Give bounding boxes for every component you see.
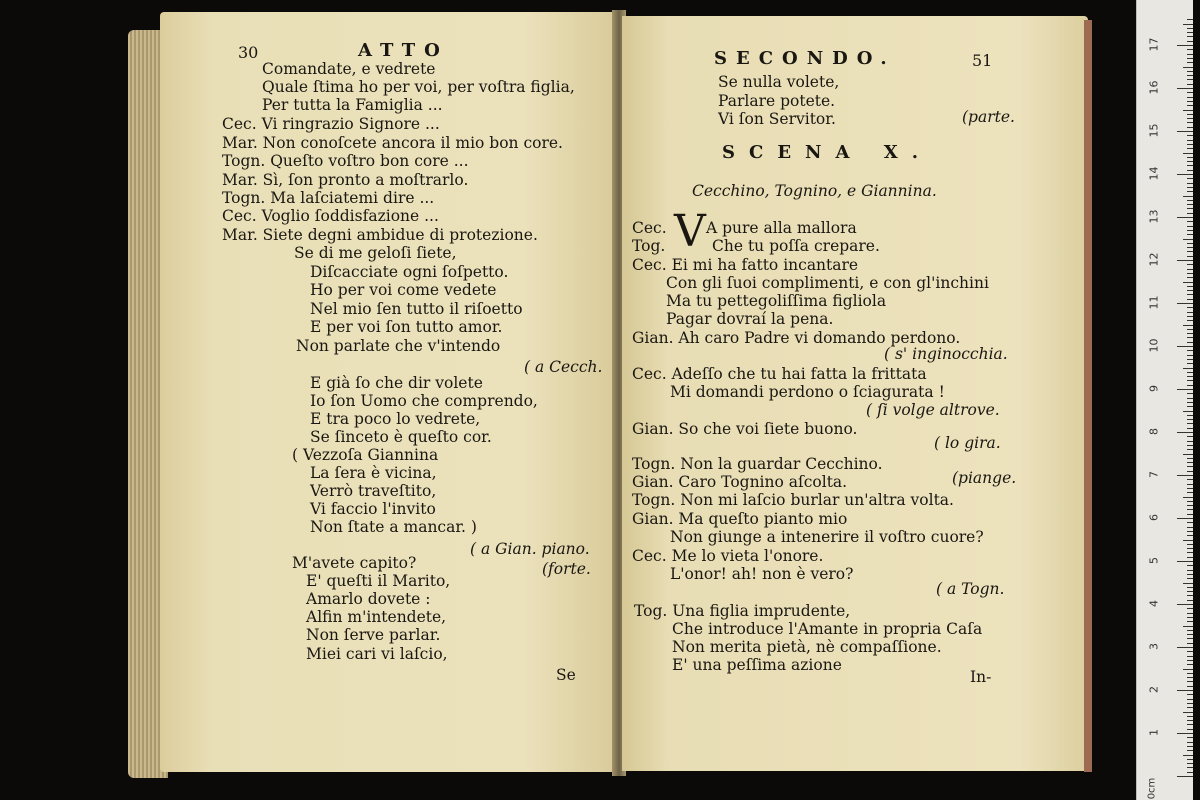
ruler-tick — [1183, 110, 1193, 111]
ruler-tick — [1187, 165, 1193, 166]
text-line: Che tu poſſa crepare. — [712, 237, 880, 255]
ruler-tick — [1187, 544, 1193, 545]
text-line: Cec. Voglio ſoddisfazione ... — [222, 207, 439, 225]
ruler-tick — [1187, 19, 1193, 20]
text-line: Mar. Siete degni ambidue di protezione. — [222, 226, 538, 244]
ruler-tick — [1183, 497, 1193, 498]
ruler-tick — [1187, 140, 1193, 141]
ruler-tick — [1187, 527, 1193, 528]
ruler-tick — [1187, 643, 1193, 644]
ruler-tick — [1187, 402, 1193, 403]
text-line: Vi faccio l'invito — [310, 500, 436, 518]
ruler-tick — [1187, 264, 1193, 265]
ruler-tick — [1187, 552, 1193, 553]
right-page-number: 51 — [972, 51, 993, 70]
ruler-tick — [1187, 591, 1193, 592]
scene-characters: Cecchino, Tognino, e Giannina. — [692, 182, 937, 200]
ruler-tick — [1187, 578, 1193, 579]
ruler-tick — [1187, 686, 1193, 687]
stage-direction: ( s' inginocchia. — [884, 345, 1008, 363]
ruler-mark: 3 — [1147, 643, 1161, 650]
ruler-tick — [1187, 294, 1193, 295]
ruler-tick — [1187, 638, 1193, 639]
ruler-tick — [1187, 471, 1193, 472]
ruler-tick — [1187, 114, 1193, 115]
ruler-tick — [1187, 256, 1193, 257]
text-line: La ſera è vicina, — [310, 464, 437, 482]
text-line: Gian. Caro Tognino aſcolta. — [632, 473, 848, 491]
ruler-tick — [1187, 355, 1193, 356]
text-line: Cec. Vi ringrazio Signore ... — [222, 115, 440, 133]
stage-direction: (forte. — [542, 560, 591, 578]
ruler-tick — [1177, 690, 1193, 691]
ruler-tick — [1187, 763, 1193, 764]
ruler-tick — [1187, 118, 1193, 119]
ruler-tick — [1187, 707, 1193, 708]
text-line: Gian. Ah caro Padre vi domando perdono. — [632, 329, 961, 347]
ruler-tick — [1187, 385, 1193, 386]
ruler-mark: 8 — [1147, 428, 1161, 435]
ruler-tick — [1177, 174, 1193, 175]
ruler-tick — [1187, 449, 1193, 450]
ruler-tick — [1177, 776, 1193, 777]
ruler-tick — [1183, 755, 1193, 756]
ruler-mark: 11 — [1147, 295, 1161, 310]
ruler-tick — [1183, 669, 1193, 670]
ruler-tick — [1187, 243, 1193, 244]
ruler-tick — [1187, 191, 1193, 192]
ruler-tick — [1187, 565, 1193, 566]
ruler-tick — [1177, 475, 1193, 476]
ruler-tick — [1187, 157, 1193, 158]
ruler-tick — [1187, 458, 1193, 459]
stage-direction: ( a Togn. — [936, 580, 1005, 598]
text-line: E tra poco lo vedrete, — [310, 410, 481, 428]
ruler-tick — [1187, 608, 1193, 609]
text-line: Nel mio ſen tutto il riſoetto — [310, 300, 523, 318]
text-line: Con gli ſuoi complimenti, e con gl'inchini — [666, 274, 989, 292]
ruler-tick — [1187, 548, 1193, 549]
ruler-tick — [1187, 144, 1193, 145]
ruler-tick — [1187, 62, 1193, 63]
ruler-tick — [1187, 621, 1193, 622]
text-line: Togn. Non la guardar Cecchino. — [632, 455, 883, 473]
text-line: Non parlate che v'intendo — [296, 337, 501, 355]
ruler-tick — [1187, 183, 1193, 184]
ruler-tick — [1177, 733, 1193, 734]
ruler-mark: 16 — [1147, 80, 1161, 95]
ruler-tick — [1187, 230, 1193, 231]
ruler-tick — [1187, 92, 1193, 93]
ruler-tick — [1177, 389, 1193, 390]
ruler-tick — [1187, 307, 1193, 308]
text-line: M'avete capito? — [292, 554, 417, 572]
ruler-tick — [1187, 488, 1193, 489]
text-line: Tog. Una figlia imprudente, — [634, 602, 851, 620]
text-line: Gian. Ma queſto pianto mio — [632, 510, 848, 528]
text-line: Non giunge a intenerire il voſtro cuore? — [670, 528, 984, 546]
ruler-tick — [1187, 393, 1193, 394]
text-line: Vi ſon Servitor. — [718, 110, 836, 128]
ruler-mark: 4 — [1147, 600, 1161, 607]
ruler-tick — [1187, 484, 1193, 485]
ruler-tick — [1187, 531, 1193, 532]
left-running-header: ATTO — [358, 40, 449, 61]
ruler-tick — [1187, 535, 1193, 536]
ruler-tick — [1187, 290, 1193, 291]
text-line: Cec. Adeſſo che tu hai fatta la frittata — [632, 365, 927, 383]
ruler-tick — [1187, 651, 1193, 652]
ruler-tick — [1187, 234, 1193, 235]
ruler-tick — [1187, 441, 1193, 442]
ruler-tick — [1187, 479, 1193, 480]
ruler-tick — [1187, 630, 1193, 631]
ruler-tick — [1187, 767, 1193, 768]
ruler-tick — [1187, 54, 1193, 55]
text-line: Togn. Queſto voſtro bon core ... — [222, 152, 469, 170]
ruler-tick — [1177, 561, 1193, 562]
ruler-tick — [1187, 509, 1193, 510]
ruler-tick — [1187, 570, 1193, 571]
ruler-tick — [1187, 58, 1193, 59]
stage-direction: ( a Cecch. — [524, 358, 603, 376]
ruler-tick — [1187, 673, 1193, 674]
measurement-ruler — [1136, 0, 1193, 800]
ruler-tick — [1183, 626, 1193, 627]
right-page-edge — [1084, 20, 1092, 772]
text-line: Mi domandi perdono o ſciagurata ! — [670, 383, 945, 401]
text-line: Che introduce l'Amante in propria Caſa — [672, 620, 983, 638]
text-line: Io ſon Uomo che comprendo, — [310, 392, 538, 410]
text-line: Diſcacciate ogni ſoſpetto. — [310, 263, 509, 281]
ruler-tick — [1187, 501, 1193, 502]
text-line: E' una peſſima azione — [672, 656, 842, 674]
text-line: Togn. Non mi laſcio burlar un'altra volta. — [632, 491, 954, 509]
text-line: Cec. Me lo vieta l'onore. — [632, 547, 824, 565]
ruler-tick — [1187, 363, 1193, 364]
ruler-tick — [1187, 32, 1193, 33]
ruler-tick — [1187, 333, 1193, 334]
ruler-tick — [1187, 595, 1193, 596]
ruler-mark: 14 — [1147, 166, 1161, 181]
ruler-tick — [1187, 724, 1193, 725]
text-line: E già ſo che dir volete — [310, 374, 483, 392]
ruler-tick — [1187, 492, 1193, 493]
speaker-label: Cec. — [632, 219, 667, 237]
ruler-tick — [1177, 217, 1193, 218]
ruler-tick — [1187, 75, 1193, 76]
text-line: Quale ſtima ho per voi, per voſtra figlia, — [262, 78, 575, 96]
ruler-tick — [1187, 415, 1193, 416]
ruler-tick — [1187, 406, 1193, 407]
ruler-tick — [1187, 613, 1193, 614]
ruler-mark: 17 — [1147, 37, 1161, 52]
ruler-tick — [1183, 239, 1193, 240]
ruler-tick — [1187, 213, 1193, 214]
right-running-header: SECONDO. — [714, 48, 896, 69]
ruler-tick — [1187, 97, 1193, 98]
text-line: Ho per voi come vedete — [310, 281, 497, 299]
ruler-tick — [1187, 466, 1193, 467]
text-line: ( Vezzoſa Giannina — [292, 446, 439, 464]
text-line: Verrò traveſtito, — [310, 482, 437, 500]
ruler-tick — [1187, 634, 1193, 635]
ruler-tick — [1187, 656, 1193, 657]
ruler-tick — [1187, 380, 1193, 381]
text-line: Gian. So che voi ſiete buono. — [632, 420, 858, 438]
ruler-tick — [1187, 329, 1193, 330]
ruler-tick — [1187, 286, 1193, 287]
ruler-tick — [1187, 337, 1193, 338]
ruler-tick — [1177, 45, 1193, 46]
ruler-tick — [1183, 454, 1193, 455]
text-line: Se nulla volete, — [718, 73, 840, 91]
text-line: Amarlo dovete : — [306, 590, 431, 608]
ruler-tick — [1183, 24, 1193, 25]
ruler-tick — [1183, 368, 1193, 369]
text-line: L'onor! ah! non è vero? — [670, 565, 854, 583]
ruler-tick — [1177, 88, 1193, 89]
ruler-tick — [1187, 273, 1193, 274]
text-line: Comandate, e vedrete — [262, 60, 436, 78]
speaker-label: Tog. — [632, 237, 666, 255]
ruler-tick — [1177, 432, 1193, 433]
ruler-tick — [1187, 772, 1193, 773]
catchword: In- — [970, 668, 992, 686]
ruler-tick — [1187, 759, 1193, 760]
ruler-mark: 5 — [1147, 557, 1161, 564]
ruler-tick — [1187, 342, 1193, 343]
text-line: Non ſerve parlar. — [306, 626, 441, 644]
ruler-tick — [1187, 277, 1193, 278]
ruler-tick — [1187, 716, 1193, 717]
ruler-tick — [1187, 376, 1193, 377]
text-line: E per voi ſon tutto amor. — [310, 318, 503, 336]
ruler-tick — [1177, 346, 1193, 347]
text-line: Miei cari vi laſcio, — [306, 645, 448, 663]
ruler-tick — [1187, 127, 1193, 128]
ruler-tick — [1187, 428, 1193, 429]
ruler-tick — [1187, 720, 1193, 721]
ruler-tick — [1187, 746, 1193, 747]
ruler-tick — [1187, 79, 1193, 80]
stage-direction: ( a Gian. piano. — [470, 540, 590, 558]
ruler-tick — [1187, 419, 1193, 420]
stage-direction: (piange. — [952, 469, 1017, 487]
ruler-tick — [1187, 587, 1193, 588]
ruler-tick — [1187, 161, 1193, 162]
ruler-tick — [1187, 49, 1193, 50]
ruler-tick — [1187, 350, 1193, 351]
scene-heading: SCENA X. — [722, 142, 932, 163]
ruler-tick — [1187, 200, 1193, 201]
text-line: A pure alla mallora — [706, 219, 857, 237]
ruler-tick — [1187, 226, 1193, 227]
ruler-tick — [1187, 600, 1193, 601]
ruler-unit-label: 0cm — [1146, 777, 1158, 800]
ruler-tick — [1187, 105, 1193, 106]
ruler-tick — [1187, 148, 1193, 149]
text-line: Pagar dovraí la pena. — [666, 310, 834, 328]
ruler-tick — [1177, 131, 1193, 132]
ruler-tick — [1187, 269, 1193, 270]
text-line: Se di me geloſi ſiete, — [294, 244, 457, 262]
text-line: Se ſinceto è queſto cor. — [310, 428, 492, 446]
ruler-tick — [1187, 681, 1193, 682]
ruler-tick — [1177, 260, 1193, 261]
text-line: Non ſtate a mancar. ) — [310, 518, 477, 536]
ruler-tick — [1187, 617, 1193, 618]
ruler-tick — [1183, 540, 1193, 541]
ruler-tick — [1177, 604, 1193, 605]
stage-direction: ( ſi volge altrove. — [866, 401, 1000, 419]
ruler-tick — [1183, 583, 1193, 584]
text-line: Non merita pietà, nè compaſſione. — [672, 638, 942, 656]
ruler-mark: 9 — [1147, 385, 1161, 392]
ruler-tick — [1187, 320, 1193, 321]
ruler-tick — [1187, 187, 1193, 188]
ruler-tick — [1187, 505, 1193, 506]
ruler-tick — [1187, 557, 1193, 558]
ruler-tick — [1187, 178, 1193, 179]
ruler-mark: 2 — [1147, 686, 1161, 693]
ruler-mark: 10 — [1147, 338, 1161, 353]
ruler-tick — [1187, 122, 1193, 123]
text-line: Parlare potete. — [718, 92, 836, 110]
ruler-mark: 1 — [1147, 729, 1161, 736]
text-line: Cec. Ei mi ha fatto incantare — [632, 256, 859, 274]
ruler-tick — [1187, 664, 1193, 665]
ruler-tick — [1183, 67, 1193, 68]
ruler-tick — [1187, 221, 1193, 222]
text-line: Mar. Sì, ſon pronto a moſtrarlo. — [222, 171, 469, 189]
ruler-tick — [1187, 699, 1193, 700]
ruler-tick — [1187, 574, 1193, 575]
ruler-tick — [1187, 423, 1193, 424]
ruler-tick — [1177, 647, 1193, 648]
ruler-tick — [1187, 101, 1193, 102]
text-line: Alfin m'intendete, — [306, 608, 447, 626]
ruler-mark: 6 — [1147, 514, 1161, 521]
ruler-mark: 7 — [1147, 471, 1161, 478]
ruler-tick — [1187, 398, 1193, 399]
ruler-tick — [1187, 36, 1193, 37]
ruler-tick — [1187, 462, 1193, 463]
text-line: Mar. Non conoſcete ancora il mio bon core. — [222, 134, 563, 152]
ruler-tick — [1187, 703, 1193, 704]
ruler-tick — [1183, 712, 1193, 713]
ruler-tick — [1183, 153, 1193, 154]
ruler-tick — [1183, 196, 1193, 197]
ruler-tick — [1177, 303, 1193, 304]
ruler-tick — [1187, 316, 1193, 317]
ruler-mark: 12 — [1147, 252, 1161, 267]
text-line: Togn. Ma laſciatemi dire ... — [222, 189, 435, 207]
stage-direction: (parte. — [962, 108, 1015, 126]
catchword: Se — [556, 666, 576, 684]
ruler-tick — [1187, 247, 1193, 248]
ruler-mark: 13 — [1147, 209, 1161, 224]
ruler-tick — [1187, 660, 1193, 661]
stage-direction: ( lo gira. — [934, 434, 1001, 452]
ruler-tick — [1187, 514, 1193, 515]
ruler-tick — [1183, 325, 1193, 326]
ruler-tick — [1183, 282, 1193, 283]
ruler-tick — [1187, 737, 1193, 738]
ruler-tick — [1187, 729, 1193, 730]
ruler-tick — [1187, 522, 1193, 523]
ruler-tick — [1183, 411, 1193, 412]
ruler-tick — [1187, 135, 1193, 136]
ruler-tick — [1187, 208, 1193, 209]
drop-cap: V — [674, 206, 706, 257]
text-line: Per tutta la Famiglia ... — [262, 96, 443, 114]
ruler-tick — [1187, 312, 1193, 313]
ruler-tick — [1187, 84, 1193, 85]
ruler-tick — [1187, 372, 1193, 373]
ruler-tick — [1187, 204, 1193, 205]
ruler-tick — [1187, 742, 1193, 743]
ruler-tick — [1187, 71, 1193, 72]
left-page-number: 30 — [238, 43, 259, 62]
ruler-mark: 15 — [1147, 123, 1161, 138]
ruler-tick — [1187, 677, 1193, 678]
ruler-tick — [1187, 694, 1193, 695]
ruler-tick — [1187, 436, 1193, 437]
text-line: Ma tu pettegoliſſima figliola — [666, 292, 887, 310]
ruler-tick — [1187, 41, 1193, 42]
ruler-tick — [1187, 251, 1193, 252]
ruler-tick — [1177, 518, 1193, 519]
text-line: E' queſti il Marito, — [306, 572, 451, 590]
ruler-tick — [1187, 28, 1193, 29]
ruler-tick — [1187, 299, 1193, 300]
ruler-tick — [1187, 750, 1193, 751]
ruler-tick — [1187, 359, 1193, 360]
ruler-tick — [1187, 170, 1193, 171]
ruler-tick — [1187, 445, 1193, 446]
